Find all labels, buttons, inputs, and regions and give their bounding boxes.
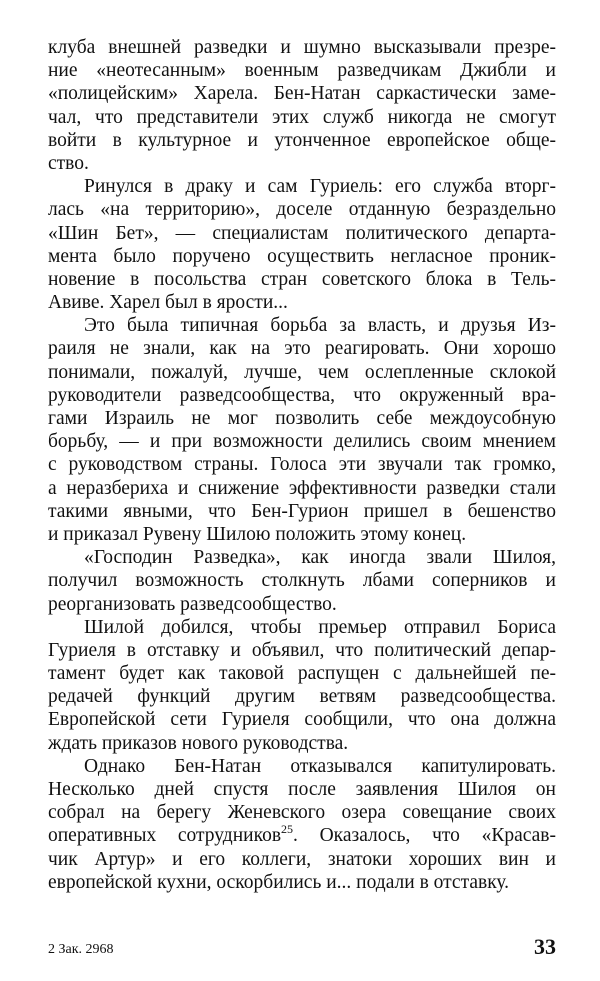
text-line: Шилой добился, чтобы премьер отправил Бориса [84,616,556,638]
text-line: Однако Бен-Натан отказывался капитулировать. [84,755,556,777]
paragraph [48,546,556,616]
paragraph [48,36,556,175]
text-line: борьбу, — и при возможности делились своим мнением [48,431,556,453]
text-line: раиля не знали, как на это реагировать. Они хорошо [48,338,556,360]
text-line: и приказал Рувену Шилою положить этому конец. [48,523,467,545]
page-number: 33 [534,934,556,959]
text-line: Ринулся в драку и сам Гуриель: его служба вторг- [84,176,556,198]
text-line: европейской кухни, оскорбились и... подали в отставку. [48,871,510,893]
paragraph [48,314,556,546]
body-text [48,36,556,894]
text-line: клуба внешней разведки и шумно высказывали презре- [48,37,556,58]
text-line: получил возможность столкнуть лбами соперников и [48,570,556,592]
text-line: чал, что представители этих служб никогда не смогут [48,106,556,128]
text-line: ние «неотесанным» военным разведчикам Джибли и [48,60,556,82]
text-line: такими явными, что Бен-Гурион пришел в бешенство [48,500,556,522]
text-line: гами Израиль не мог позволить себе междоусобную [48,408,556,429]
text-line: Авиве. Харел был в ярости... [48,292,288,314]
text-line: редачей функций другим ветвям разведсообщества. [48,686,556,708]
text-line: Несколько дней спустя после заявления Шилоя он [48,779,556,800]
text-line: тамент будет как таковой распущен с дальнейшей пе- [48,663,556,685]
text-line: «полицейским» Харела. Бен-Натан саркастически заме- [48,83,556,105]
text-line: Это была типичная борьба за власть, и друзья Из- [84,315,556,337]
text-line: понимали, пожалуй, лучше, чем ослепленные склокой [48,361,556,383]
paragraph [48,175,556,314]
text-line: войти в культурное и утонченное европейское обще- [48,129,556,151]
text-line: новение в посольства стран советского блока в Тель- [48,268,556,290]
text-line: собрал на берегу Женевского озера совещание своих [48,802,556,824]
text-line: ждать приказов нового руководства. [48,732,349,754]
text-line: реорганизовать разведсообщество. [48,593,337,615]
footnote-marker: 25 [281,822,294,837]
text-line: а неразбериха и снижение эффективности разведки стали [48,477,556,499]
paragraph [48,616,556,755]
text-line: с руководством страны. Голоса эти звучали так громко, [48,454,556,476]
text-line-with-footnote [48,824,556,847]
text-line: руководители разведсообщества, что окруженный вра- [48,384,556,406]
text-line: ство. [48,152,89,174]
text-line: Европейской сети Гуриеля сообщили, что она должна [48,709,556,731]
text-line: чик Артур» и его коллеги, знатоки хороших вин и [48,848,556,870]
paragraph [48,755,556,894]
printer-signature: 2 Зак. 2968 [48,942,114,957]
text-line: мента было поручено осуществить негласное проник- [48,245,556,267]
text-line: лась «на территорию», доселе отданную безраздельно [48,199,556,221]
text-line: «Шин Бет», — специалистам политического департа- [48,222,556,244]
text-line: «Господин Разведка», как иногда звали Шилоя, [84,547,556,569]
text-segment: . Оказалось, что «Красав- [293,825,556,847]
text-line: Гуриеля в отставку и объявил, что политический депар- [48,639,556,661]
text-segment: оперативных сотрудников [48,825,282,847]
